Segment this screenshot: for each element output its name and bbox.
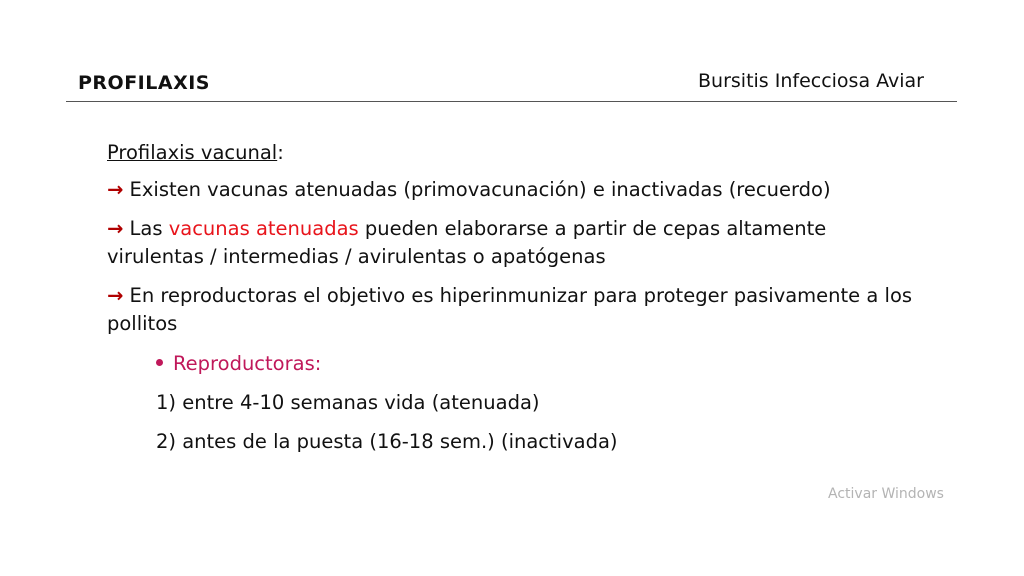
list-item (107, 176, 927, 204)
arrow-icon: → (107, 178, 124, 201)
list-item (107, 282, 927, 338)
arrow-icon: → (107, 284, 124, 307)
section-heading (107, 139, 927, 167)
slide-subtitle: Bursitis Infecciosa Aviar (698, 70, 924, 92)
section-heading-colon: : (277, 141, 284, 164)
bullet-item (156, 350, 927, 378)
section-heading-text: Profilaxis vacunal (107, 141, 278, 164)
header-divider (66, 101, 957, 102)
list-item-suffix: pueden elaborarse a partir de cepas altamente virulentas / intermedias / avirulentas o apatógenas (107, 217, 827, 268)
list-item-text: En reproductoras el objetivo es hiperinmunizar para proteger pasivamente a los pollitos (107, 284, 913, 335)
step-item: 2) antes de la puesta (16-18 sem.) (inactivada) (156, 430, 618, 453)
list-item (107, 215, 927, 271)
slide-body (107, 139, 927, 467)
bullet-label: Reproductoras: (173, 352, 322, 375)
highlighted-text: vacunas atenuadas (168, 217, 359, 240)
step-item: 1) entre 4-10 semanas vida (atenuada) (156, 391, 540, 414)
arrow-icon: → (107, 217, 124, 240)
activation-watermark: Activar Windows (828, 486, 944, 502)
list-item-prefix: Las (123, 217, 169, 240)
slide-title: PROFILAXIS (78, 72, 210, 94)
list-item-text: Existen vacunas atenuadas (primovacunación) e inactivadas (recuerdo) (123, 178, 831, 201)
bullet-icon (156, 359, 163, 366)
